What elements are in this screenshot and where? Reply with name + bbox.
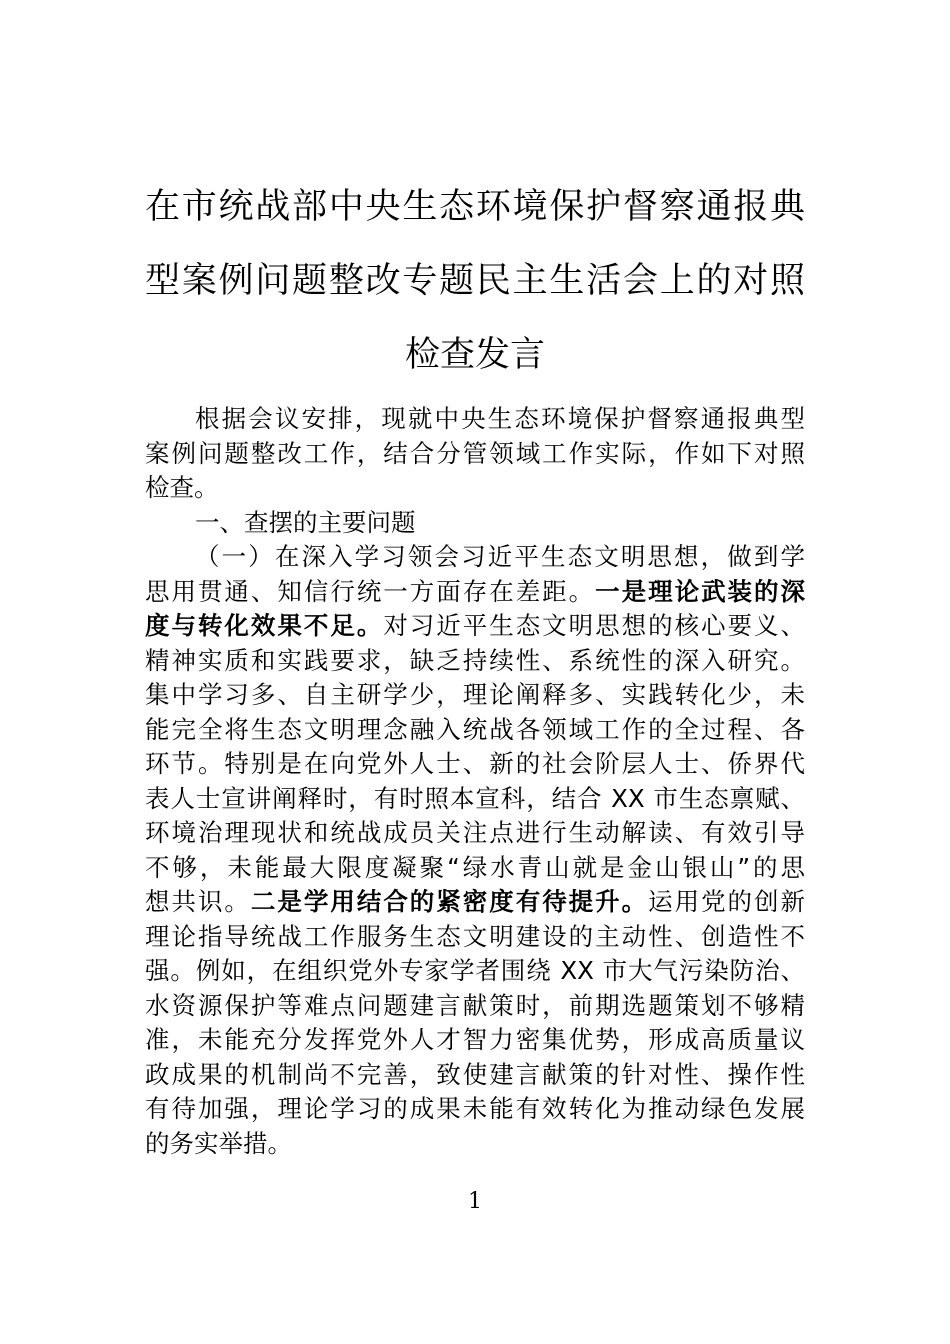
paragraph-text: 水资源保护等难点问题建言献策时，前期选题策划不够精 [145,990,805,1020]
paragraph-line [145,1092,805,1127]
title-line-2: 型案例问题整改专题民主生活会上的对照 [145,261,805,301]
paragraph-line [145,678,805,713]
paragraph-line [145,1058,805,1093]
paragraph-text: 对习近平生态文明思想的核心要义、 [383,611,805,640]
title-line-1: 在市统战部中央生态环境保护督察通报典 [145,187,805,227]
paragraph-line [145,989,805,1024]
paragraph-line [145,816,805,851]
paragraph-line [145,747,805,782]
paragraph-text: 准，未能充分发挥党外人才智力密集优势，形成高质量议 [145,1025,805,1054]
paragraph-text: 表人士宣讲阐释时，有时照本宣科，结合 XX 市生态禀赋、 [145,783,805,813]
document-body [145,402,805,1161]
intro-line: 根据会议安排，现就中央生态环境保护督察通报典型 [195,404,805,433]
paragraph-line [145,1023,805,1058]
section-heading: 一、查摆的主要问题 [195,507,416,537]
paragraph-text: 强。例如，在组织党外专家学者围绕 XX 市大气污染防治、 [145,956,805,985]
paragraph-text: 想共识。 [145,887,251,916]
paragraph-text: 有待加强，理论学习的成果未能有效转化为推动绿色发展 [145,1094,805,1123]
paragraph-line [145,954,805,989]
paragraph-text: 能完全将生态文明理念融入统战各领域工作的全过程、各 [145,714,805,744]
paragraph-line [145,540,805,575]
paragraph-line [145,1127,805,1162]
document-title [145,170,805,392]
paragraph-text: 理论指导统战工作服务生态文明建设的主动性、创造性不 [145,921,805,951]
paragraph-line [145,713,805,748]
paragraph-bold-text: 二是学用结合的紧密度有待提升。 [250,887,649,916]
paragraph-line [145,885,805,920]
paragraph-bold-text: 一是理论武装的深 [595,576,806,606]
paragraph-text: 环节。特别是在向党外人士、新的社会阶层人士、侨界代 [145,749,805,778]
paragraph-line [145,609,805,644]
intro-line: 案例问题整改工作，结合分管领域工作实际，作如下对照 [145,438,805,468]
paragraph-text: 环境治理现状和统战成员关注点进行生动解读、有效引导 [145,818,805,847]
paragraph-text: 集中学习多、自主研学少，理论阐释多、实践转化少，未 [145,680,805,709]
paragraph-line [145,644,805,679]
paragraph-bold-text: 度与转化效果不足。 [145,611,384,640]
paragraph-text: 政成果的机制尚不完善，致使建言献策的针对性、操作性 [145,1059,805,1089]
paragraph-text: 精神实质和实践要求，缺乏持续性、系统性的深入研究。 [145,645,805,675]
paragraph-text: （一）在深入学习领会习近平生态文明思想，做到学 [195,542,805,571]
title-line-3: 检查发言 [404,335,545,375]
paragraph-line [145,575,805,610]
page-number: 1 [468,1189,482,1214]
paragraph-text: 的务实举措。 [145,1128,292,1158]
paragraph-line [145,851,805,886]
intro-line: 检查。 [145,473,219,502]
paragraph-text: 不够，未能最大限度凝聚“绿水青山就是金山银山”的思 [145,852,805,882]
paragraph-text: 思用贯通、知信行统一方面存在差距。 [145,576,596,606]
paragraph-line [145,920,805,955]
paragraph-line [145,782,805,817]
paragraph-text: 运用党的创新 [648,887,806,916]
